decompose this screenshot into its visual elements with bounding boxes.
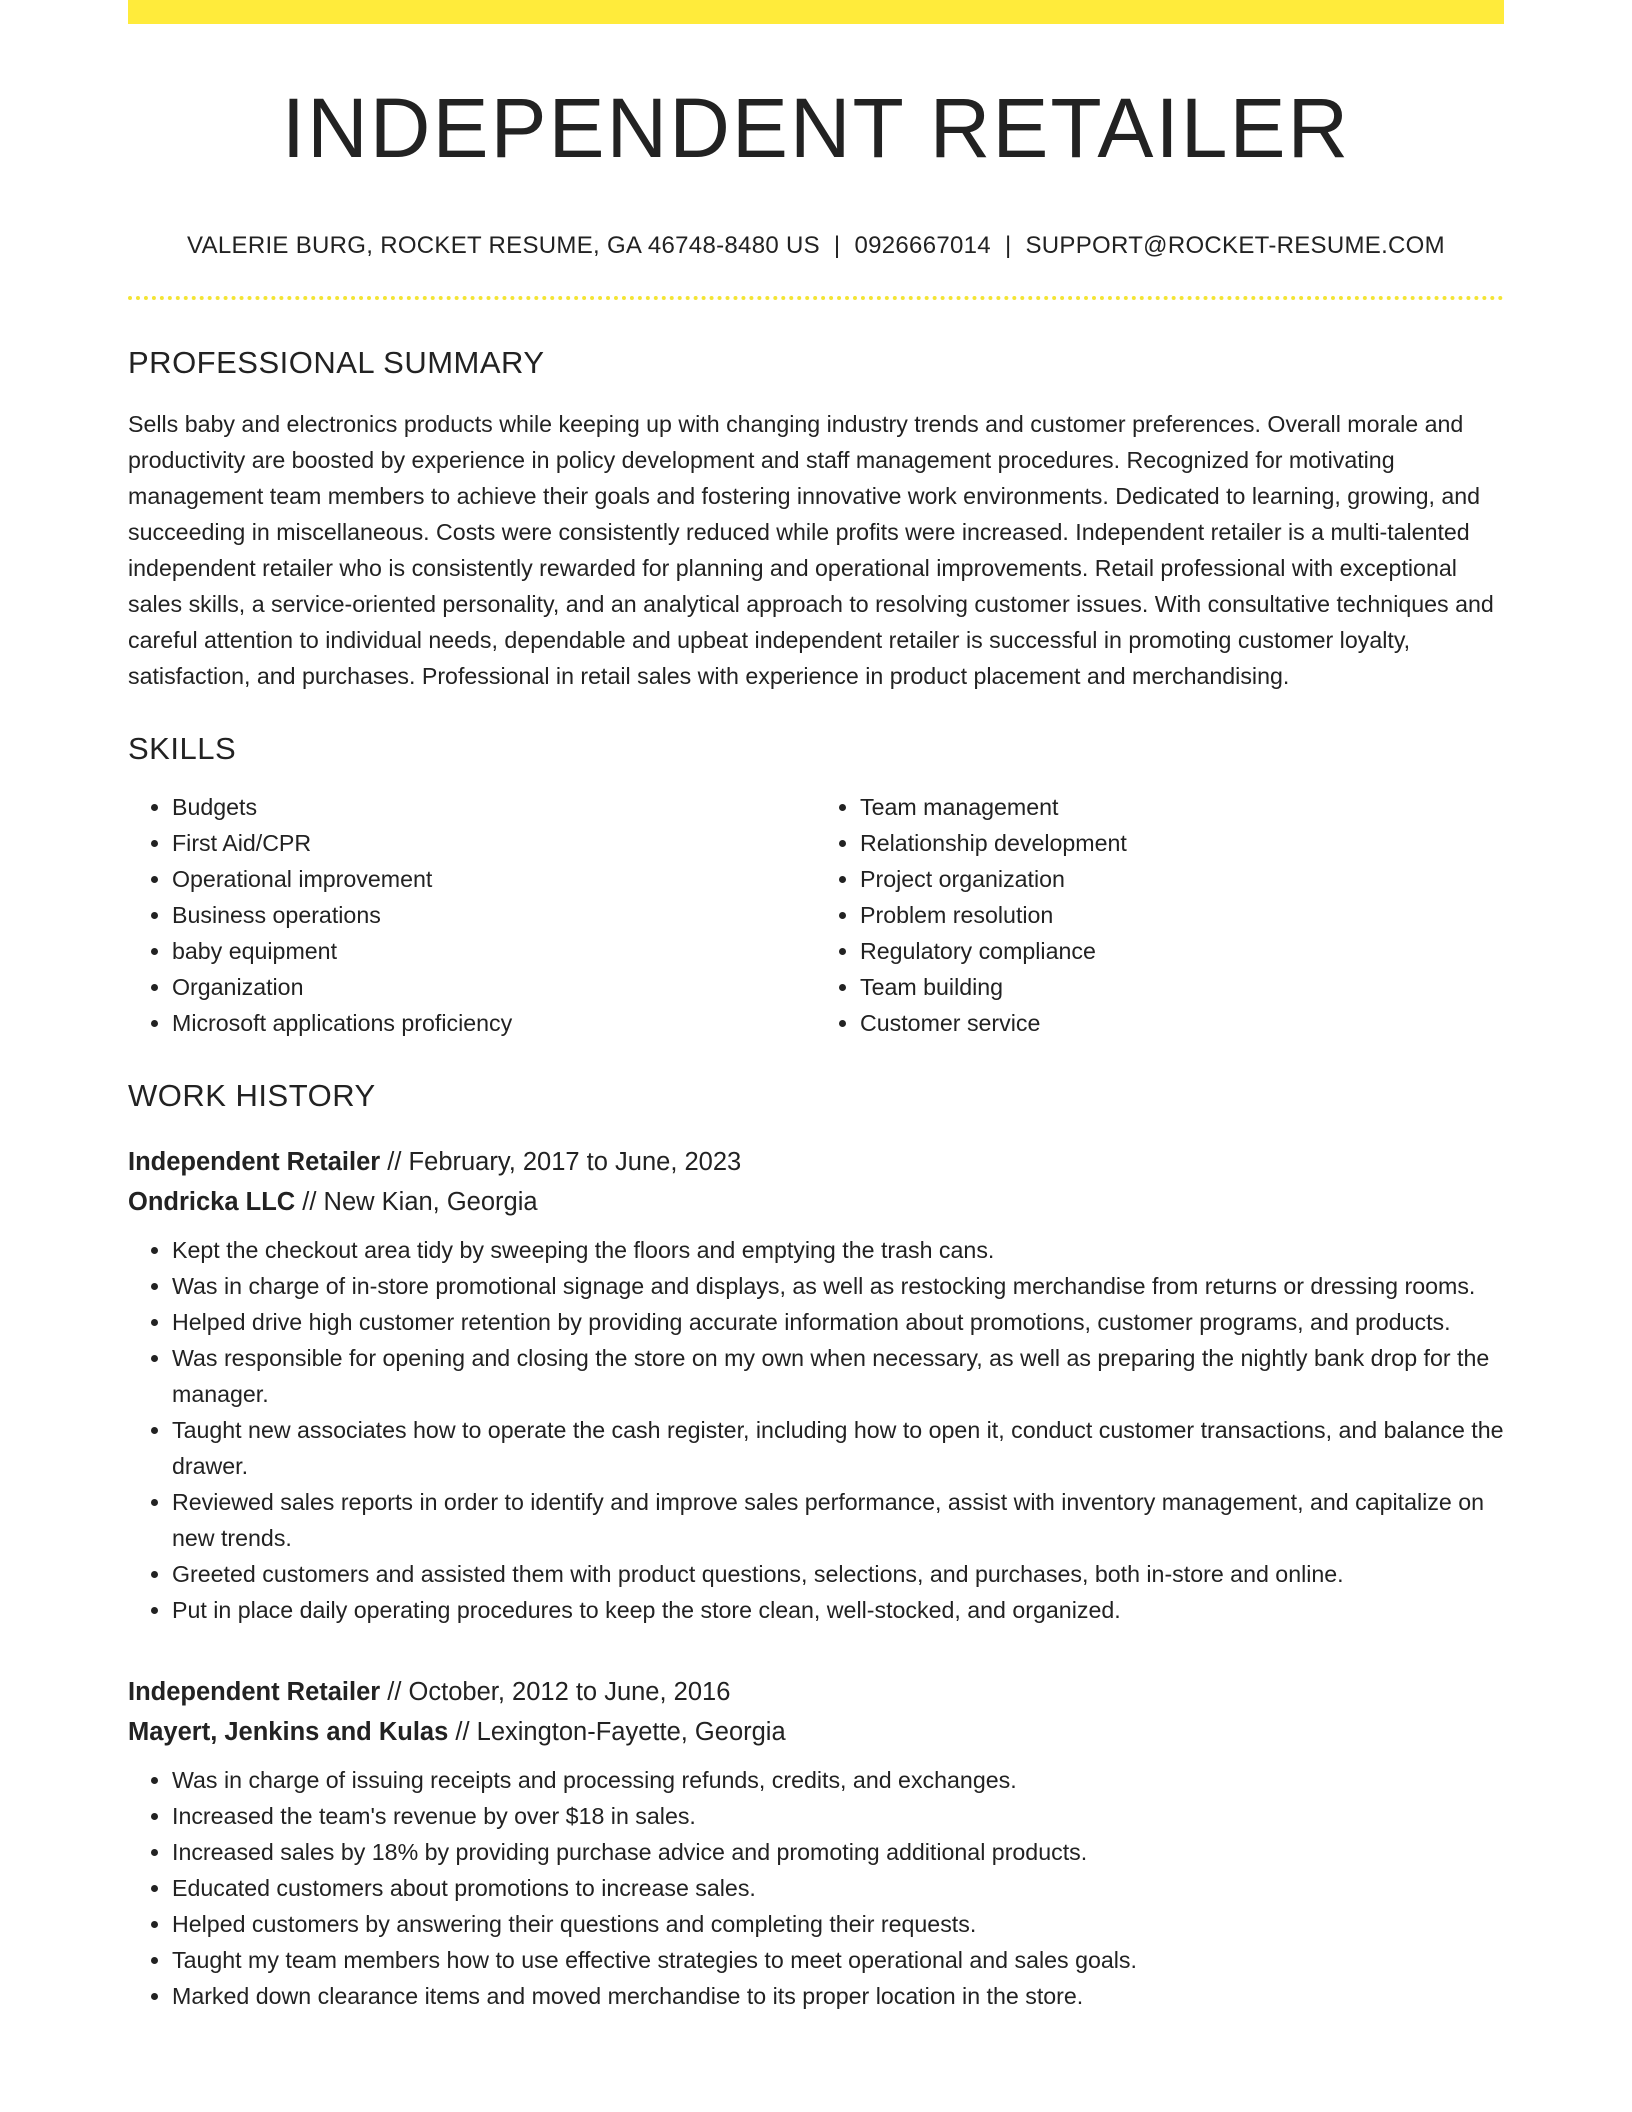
skill-item: • Team building [860, 969, 1504, 1005]
work-history-heading: WORK HISTORY [128, 1077, 376, 1113]
job-location: // Lexington-Fayette, Georgia [448, 1717, 786, 1746]
job-role: Independent Retailer [128, 1147, 381, 1176]
job-bullet: • Reviewed sales reports in order to identify and improve sales performance, assist with inventory management, and capitalize on new trends. [172, 1484, 1504, 1556]
job-bullet: • Was in charge of in-store promotional signage and displays, as well as restocking merchandise from returns or dressing rooms. [172, 1268, 1504, 1304]
job-bullet: • Increased sales by 18% by providing purchase advice and promoting additional products. [172, 1834, 1504, 1870]
job-title-line [128, 1672, 1504, 1712]
skill-item: • Organization [172, 969, 816, 1005]
skill-item: • Microsoft applications proficiency [172, 1005, 816, 1041]
dotted-divider [128, 296, 1504, 300]
skill-item: • Budgets [172, 789, 816, 825]
job-dates: // October, 2012 to June, 2016 [380, 1677, 731, 1706]
email: SUPPORT@ROCKET-RESUME.COM [1025, 232, 1445, 260]
skill-item: • Team management [860, 789, 1504, 825]
contact-line [128, 232, 1504, 260]
job-location: // New Kian, Georgia [295, 1187, 538, 1216]
job-bullet: • Taught my team members how to use effective strategies to meet operational and sales goals. [172, 1942, 1504, 1978]
phone: 0926667014 [854, 232, 991, 260]
job-bullet: • Greeted customers and assisted them with product questions, selections, and purchases, both in-store and online. [172, 1556, 1504, 1592]
job-bullet: • Helped customers by answering their questions and completing their requests. [172, 1906, 1504, 1942]
job-dates: // February, 2017 to June, 2023 [380, 1147, 742, 1176]
skill-item: • Regulatory compliance [860, 933, 1504, 969]
job-bullet: • Was in charge of issuing receipts and processing refunds, credits, and exchanges. [172, 1762, 1504, 1798]
summary-text: Sells baby and electronics products while keeping up with changing industry trends and customer preferences. Overall morale and productivity are boosted by experience in policy development and staff management procedures. Recognized for motivating management team members to achieve their goals and fostering innovative work environments. Dedicated to learning, growing, and succeeding in miscellaneous. Costs were consistently reduced while profits were increased. Independent retailer is a multi-talented independent retailer who is consistently rewarded for planning and operational improvements. Retail professional with exceptional sales skills, a service-oriented personality, and an analytical approach to resolving customer issues. With consultative techniques and careful attention to individual needs, dependable and upbeat independent retailer is successful in promoting customer loyalty, satisfaction, and purchases. Professional in retail sales with experience in product placement and merchandising. [128, 410, 1494, 689]
skill-item: • Project organization [860, 861, 1504, 897]
job-company: Mayert, Jenkins and Kulas [128, 1717, 449, 1746]
accent-bar [128, 0, 1504, 24]
job-bullets [128, 1232, 1504, 1628]
job-company-line [128, 1712, 1504, 1752]
skill-item: • Business operations [172, 897, 816, 933]
job-title-line [128, 1142, 1504, 1182]
skill-item: • Problem resolution [860, 897, 1504, 933]
skill-item: • Operational improvement [172, 861, 816, 897]
skill-item: • Customer service [860, 1005, 1504, 1041]
job-bullet: • Was responsible for opening and closing the store on my own when necessary, as well as preparing the nightly bank drop for the manager. [172, 1340, 1504, 1412]
contact-separator: | [1004, 232, 1012, 260]
skills-column-left [128, 789, 816, 1041]
skill-item: • First Aid/CPR [172, 825, 816, 861]
skill-item: • baby equipment [172, 933, 816, 969]
job-bullet: • Educated customers about promotions to increase sales. [172, 1870, 1504, 1906]
address: VALERIE BURG, ROCKET RESUME, GA 46748-8480 US [187, 232, 820, 260]
job-role: Independent Retailer [128, 1677, 381, 1706]
resume-title: INDEPENDENT RETAILER [281, 81, 1351, 175]
job-entry [128, 1142, 1504, 1628]
job-bullet: • Put in place daily operating procedures to keep the store clean, well-stocked, and organized. [172, 1592, 1504, 1628]
skills-heading: SKILLS [128, 730, 237, 766]
job-company: Ondricka LLC [128, 1187, 296, 1216]
skills-list [128, 789, 1504, 1041]
contact-separator: | [833, 232, 841, 260]
resume-page [128, 0, 1504, 2014]
job-bullet: • Increased the team's revenue by over $18 in sales. [172, 1798, 1504, 1834]
job-bullet: • Helped drive high customer retention by providing accurate information about promotions, customer programs, and products. [172, 1304, 1504, 1340]
job-company-line [128, 1182, 1504, 1222]
job-bullets [128, 1762, 1504, 2014]
skill-item: • Relationship development [860, 825, 1504, 861]
job-bullet: • Marked down clearance items and moved merchandise to its proper location in the store. [172, 1978, 1504, 2014]
job-entry [128, 1672, 1504, 2014]
summary-heading: PROFESSIONAL SUMMARY [128, 345, 545, 381]
skills-column-right [816, 789, 1504, 1041]
job-bullet: • Taught new associates how to operate the cash register, including how to open it, conduct customer transactions, and balance the drawer. [172, 1412, 1504, 1484]
job-bullet: • Kept the checkout area tidy by sweeping the floors and emptying the trash cans. [172, 1232, 1504, 1268]
